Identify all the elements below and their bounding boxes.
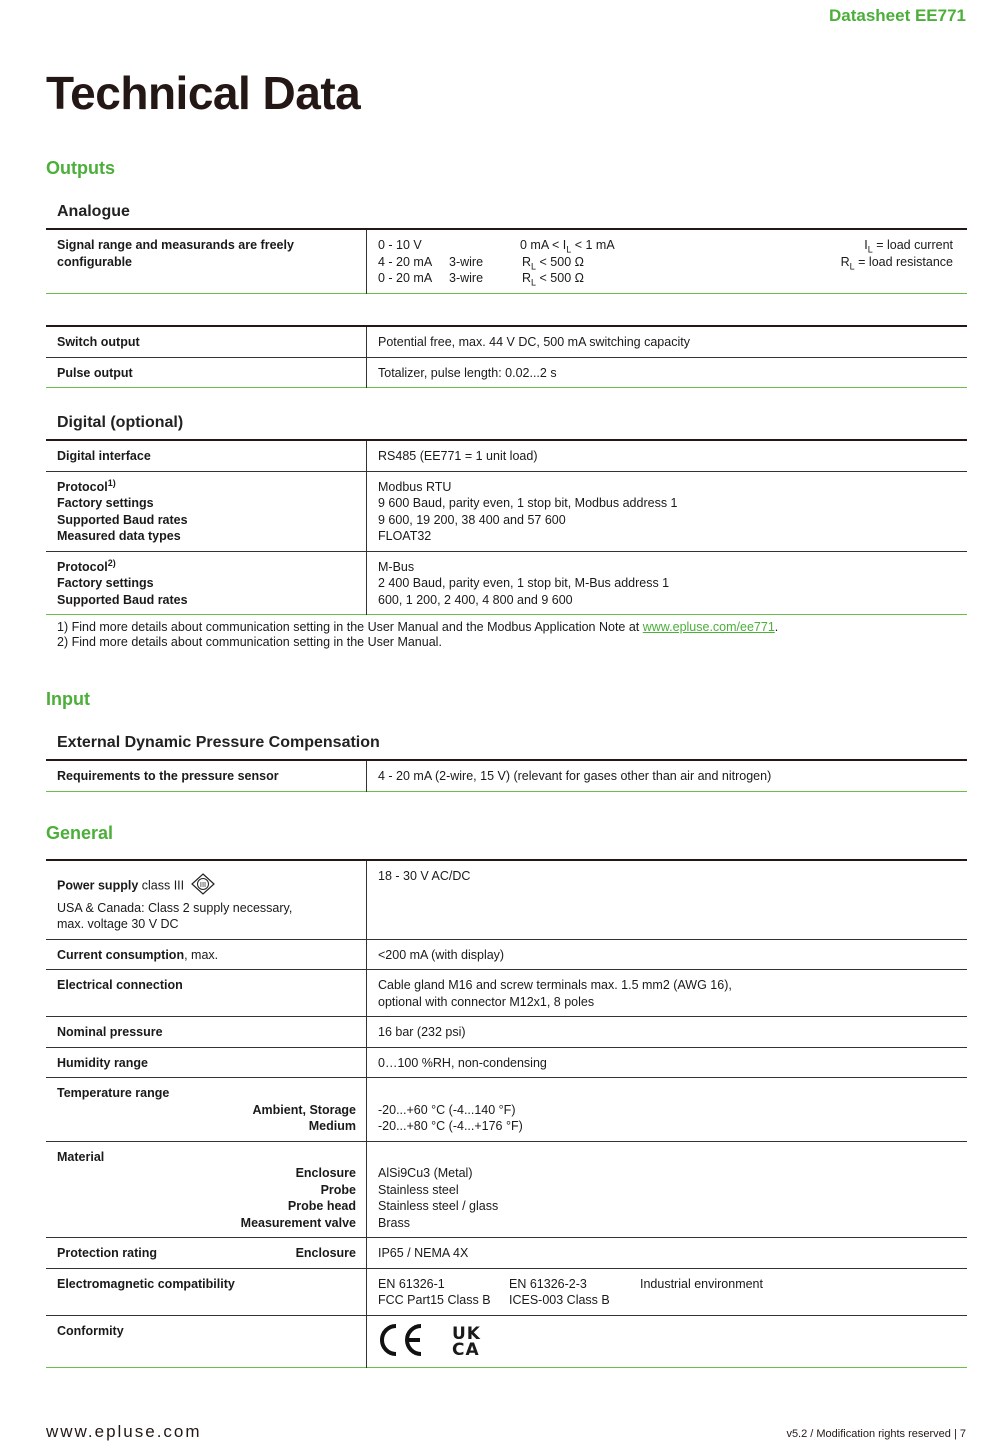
table-row xyxy=(46,551,967,615)
analogue-row xyxy=(378,237,615,254)
table-row xyxy=(46,1268,967,1315)
pressure-sensor-value: 4 - 20 mA (2-wire, 15 V) (relevant for gases other than air and nitrogen) xyxy=(378,769,772,783)
table-row xyxy=(46,1017,967,1048)
general-table xyxy=(46,859,967,1368)
table-row xyxy=(46,760,967,791)
table-row xyxy=(46,1078,967,1142)
nominal-pressure-label: Nominal pressure xyxy=(46,1017,367,1048)
table-row xyxy=(46,1315,967,1368)
table-row xyxy=(46,1047,967,1078)
section-input: Input xyxy=(46,689,90,709)
ee771-link[interactable]: www.epluse.com/ee771 xyxy=(642,620,775,634)
pulse-output-value: Totalizer, pulse length: 0.02...2 s xyxy=(367,357,968,388)
table-row xyxy=(46,326,967,357)
ce-mark-icon xyxy=(378,1323,424,1362)
switch-output-value: Potential free, max. 44 V DC, 500 mA switching capacity xyxy=(378,335,690,349)
signal-wire: 3-wire xyxy=(449,254,484,269)
power-supply-value: 18 - 30 V AC/DC xyxy=(378,869,471,883)
analogue-row xyxy=(378,254,615,271)
material-label: Material Enclosure Probe Probe head Measurement valve xyxy=(46,1141,367,1238)
current-consumption-label: Current consumption, max. xyxy=(46,939,367,970)
page-title: Technical Data xyxy=(46,67,361,119)
table-row xyxy=(46,357,967,388)
emc-values: EN 61326-1 EN 61326-2-3 Industrial environment FCC Part15 Class B ICES-003 Class B xyxy=(367,1268,968,1315)
table-row xyxy=(46,471,967,551)
footnote-2: 2) Find more details about communication setting in the User Manual. xyxy=(57,635,442,649)
switch-pulse-table xyxy=(46,325,967,388)
digital-interface-value: RS485 (EE771 = 1 unit load) xyxy=(378,449,538,463)
temperature-range-label: Temperature range Ambient, Storage Medium xyxy=(46,1078,367,1142)
footer-version: v5.2 / Modification rights reserved | 7 xyxy=(786,1428,966,1440)
protection-rating-label: Protection rating Enclosure xyxy=(46,1238,367,1269)
analogue-table xyxy=(46,228,967,294)
input-table xyxy=(46,759,967,792)
digital-table xyxy=(46,439,967,615)
footnote-1: 1) Find more details about communication setting in the User Manual and the Modbus Application Note at www.epluse.com/ee771. xyxy=(57,620,779,634)
signal-condition: $R_L < 500$ Ω xyxy=(522,254,584,271)
analogue-notes: $I_L$ = load current $R_L$ = load resistance xyxy=(840,238,953,271)
table-row xyxy=(46,970,967,1017)
section-general: General xyxy=(46,823,114,843)
switch-output-label: Switch output xyxy=(46,326,367,357)
signal-condition: 0 mA < $I_L < 1$ mA xyxy=(520,238,615,255)
svg-text:III: III xyxy=(199,881,206,889)
power-supply-label: Power supply class III III USA & Canada: Class 2 supply necessary, max. voltage 30 V DC xyxy=(46,860,367,939)
datasheet-title: Datasheet EE771 xyxy=(828,6,966,25)
footer-url[interactable]: www.epluse.com xyxy=(46,1422,202,1441)
analogue-label: Signal range and measurands are freely configurable xyxy=(46,229,367,293)
nominal-pressure-value: 16 bar (232 psi) xyxy=(367,1017,968,1048)
temperature-range-values: -20...+60 °C (-4...140 °F) -20...+80 °C (-4...+176 °F) xyxy=(367,1078,968,1142)
signal-wire: 3-wire xyxy=(449,271,484,285)
section-outputs: Outputs xyxy=(46,158,115,178)
table-row xyxy=(46,1141,967,1238)
modbus-labels: Protocol$^{1)}$ Factory settings Supported Baud rates Measured data types xyxy=(46,471,367,551)
protection-rating-value: IP65 / NEMA 4X xyxy=(367,1238,968,1269)
material-values: AlSi9Cu3 (Metal) Stainless steel Stainless steel / glass Brass xyxy=(367,1141,968,1238)
pressure-sensor-label: Requirements to the pressure sensor xyxy=(46,760,367,791)
analogue-values xyxy=(367,229,968,293)
signal-range: 0 - 20 mA xyxy=(378,271,433,285)
electrical-connection-value: Cable gland M16 and screw terminals max. 1.5 mm2 (AWG 16), optional with connector M12x1, 8 poles xyxy=(367,970,968,1017)
electrical-connection-label: Electrical connection xyxy=(46,970,367,1017)
conformity-marks xyxy=(367,1315,968,1368)
table-row xyxy=(46,440,967,471)
signal-condition: $R_L < 500$ Ω xyxy=(522,271,584,288)
footnotes xyxy=(57,620,778,650)
current-consumption-value: <200 mA (with display) xyxy=(367,939,968,970)
analogue-row xyxy=(378,270,615,287)
mbus-labels: Protocol$^{2)}$ Factory settings Supported Baud rates xyxy=(46,551,367,615)
table-row xyxy=(46,939,967,970)
table-row xyxy=(46,860,967,939)
subsection-analogue: Analogue xyxy=(57,203,130,220)
modbus-values: Modbus RTU 9 600 Baud, parity even, 1 stop bit, Modbus address 1 9 600, 19 200, 38 400 and 57 600 FLOAT32 xyxy=(367,471,968,551)
humidity-range-value: 0…100 %RH, non-condensing xyxy=(367,1047,968,1078)
pulse-output-label: Pulse output xyxy=(46,357,367,388)
conformity-label: Conformity xyxy=(46,1315,367,1368)
mbus-values: M-Bus 2 400 Baud, parity even, 1 stop bit, M-Bus address 1 600, 1 200, 2 400, 4 800 and 9 600 xyxy=(367,551,968,615)
humidity-range-label: Humidity range xyxy=(46,1047,367,1078)
signal-range: 4 - 20 mA xyxy=(378,254,433,269)
subsection-pressure-compensation: External Dynamic Pressure Compensation xyxy=(57,734,380,751)
table-row xyxy=(46,1238,967,1269)
subsection-digital: Digital (optional) xyxy=(57,414,184,431)
emc-label: Electromagnetic compatibility xyxy=(46,1268,367,1315)
table-row xyxy=(46,229,967,293)
signal-range: 0 - 10 V xyxy=(378,238,422,252)
ukca-mark-icon: UK CA xyxy=(452,1323,481,1360)
digital-interface-label: Digital interface xyxy=(46,440,367,471)
class-iii-icon xyxy=(191,873,215,900)
